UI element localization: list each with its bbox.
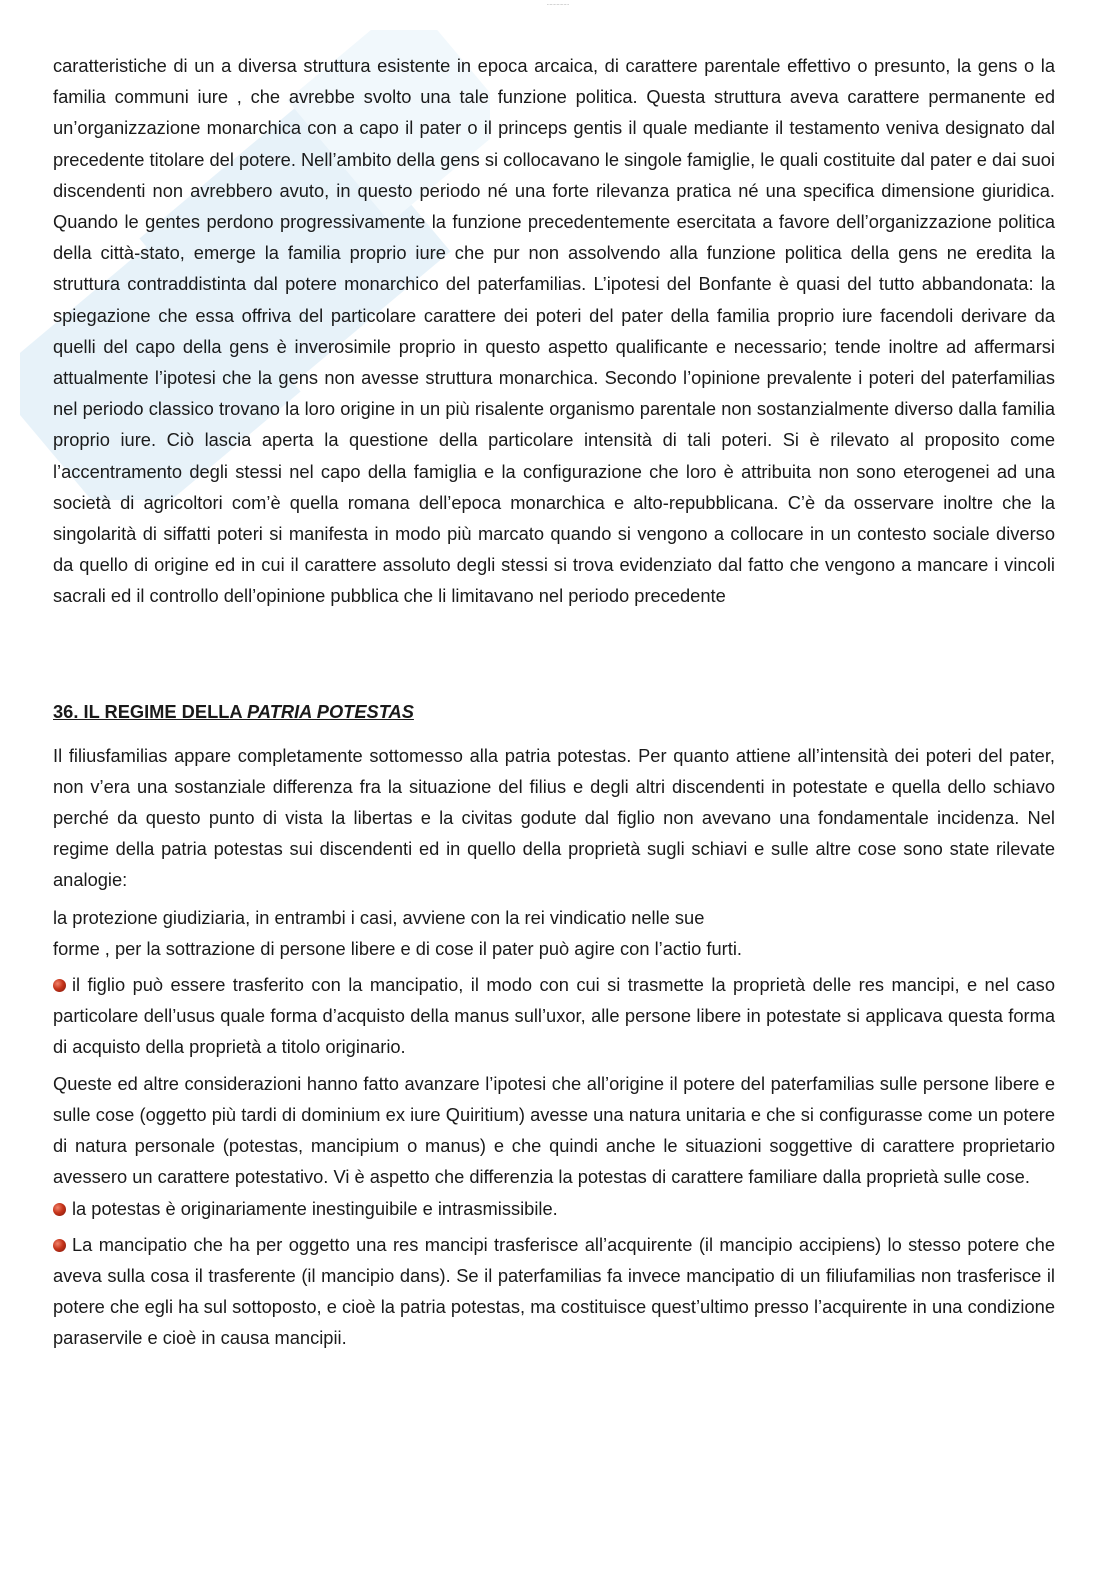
section-heading-number: 36. IL REGIME DELLA xyxy=(53,700,248,722)
section-heading xyxy=(53,696,1055,727)
bullet-icon xyxy=(53,1203,66,1216)
paragraph-filiusfamilias: Il filiusfamilias appare completamente sottomesso alla patria potestas. Per quanto attiene all’intensità dei poteri del pater, non v’era una sostanziale differenza fra la situazione del filius e degli altri discendenti in potestate e quella dello schiavo perché da questo punto di vista la libertas e la civitas godute dal figlio non avevano una fondamentale incidenza. Nel regime della patria potestas sui discendenti ed in quello della proprietà sugli schiavi e sulle altre cose sono state rilevate analogie: xyxy=(53,744,1055,891)
bullet-text: il figlio può essere trasferito con la mancipatio, il modo con cui si trasmette la proprietà delle res mancipi, e nel caso particolare dell’usus quale forma d’acquisto della manus sull’uxor, alle persone libere in potestate si applicava questa forma di acquisto della proprietà a titolo originario. xyxy=(53,974,1055,1058)
paragraph-bonfante-hypothesis: caratteristiche di un a diversa struttura esistente in epoca arcaica, di carattere parentale effettivo o presunto, la gens o la familia communi iure , che avrebbe svolto una tale funzione politica. Questa struttura aveva carattere permanente ed un’organizzazione monarchica con a capo il pater o il princeps gentis il quale mediante il testamento veniva designato dal precedente titolare del potere. Nell’ambito della gens si collocavano le singole famiglie, le quali costituite dal pater e dai suoi discendenti non avrebbero avuto, in questo periodo né una forte rilevanza pratica né una specifica dimensione giuridica. Quando le gentes perdono progressivamente la funzione precedentemente esercitata a favore dell’organizzazione politica della città-stato, emerge la familia proprio iure che pur non assolvendo alla funzione politica della gens ne eredita la struttura contraddistinta dal potere monarchico del paterfamilias. L’ipotesi del Bonfante è quasi del tutto abbandonata: la spiegazione che essa offriva del particolare carattere dei poteri del pater della familia proprio iure facendoli derivare da quelli del capo della gens è inverosimile proprio in questo aspetto qualificante e necessario; tende inoltre ad affermarsi attualmente l’ipotesi che la gens non avesse struttura monarchica. Secondo l’opinione prevalente i poteri del paterfamilias nel periodo classico trovano la loro origine in un più risalente organismo parentale non sostanzialmente diverso dalla familia proprio iure. Ciò lascia aperta la questione della particolare intensità di tali poteri. Si è rilevato al proposito come l’accentramento degli stessi nel capo della famiglia e la configurazione che loro è attribuita non sono eterogenei ad una società di agricoltori com’è quella romana dell’epoca monarchica e alto-repubblicana. C’è da osservare inoltre che la singolarità di siffatti poteri si manifesta in modo più marcato quando si vengono a collocare in un contesto sociale diverso da quello di origine ed in cui il carattere assoluto degli stessi si trova evidenziato dal fatto che vengono a mancare i vincoli sacrali ed il controllo dell’opinione pubblica che li limitavano nel periodo precedente xyxy=(53,55,1055,607)
bullet-icon xyxy=(53,979,66,992)
paragraph-unitary-nature: Queste ed altre considerazioni hanno fatto avanzare l’ipotesi che all’origine il potere del paterfamilias sulle persone libere e sulle cose (oggetto più tardi di dominium ex iure Quiritium) avesse una natura unitaria e che si configurasse come un potere di natura personale (potestas, mancipium o manus) e che quindi anche le situazioni soggettive di carattere proprietario avessero un carattere potestativo. Vi è aspetto che differenzia la potestas di carattere familiare dalla proprietà sulle cose. xyxy=(53,1072,1055,1188)
bullet-text: La mancipatio che ha per oggetto una res mancipi trasferisce all’acquirente (il mancipio accipiens) lo stesso potere che aveva sulla cosa il trasferente (il mancipio dans). Se il paterfamilias fa invece mancipatio di un filiufamilias non trasferisce il potere che egli ha sul sottoposto, e cioè la patria potestas, ma costituisce quest’ultimo presso l’acquirente in una condizione paraservile e cioè in causa mancipii. xyxy=(53,1233,1055,1349)
document-page xyxy=(53,50,1055,1354)
bullet-text: la potestas è originariamente inestinguibile e intrasmissibile. xyxy=(72,1197,558,1219)
section-heading-italic: PATRIA POTESTAS xyxy=(247,700,414,722)
bullet-item-res-mancipi xyxy=(53,1229,1055,1354)
bullet-icon xyxy=(53,1239,66,1252)
bullet-item-mancipatio-transfer xyxy=(53,969,1055,1063)
bullet-item-inextinguishable xyxy=(53,1193,1055,1224)
page-header-mark: ................ xyxy=(546,1,570,7)
paragraph-judicial-protection: la protezione giudiziaria, in entrambi i casi, avviene con la rei vindicatio nelle sue forme , per la sottrazione di persone libere e di cose il pater può agire con l’actio furti. xyxy=(53,906,742,959)
